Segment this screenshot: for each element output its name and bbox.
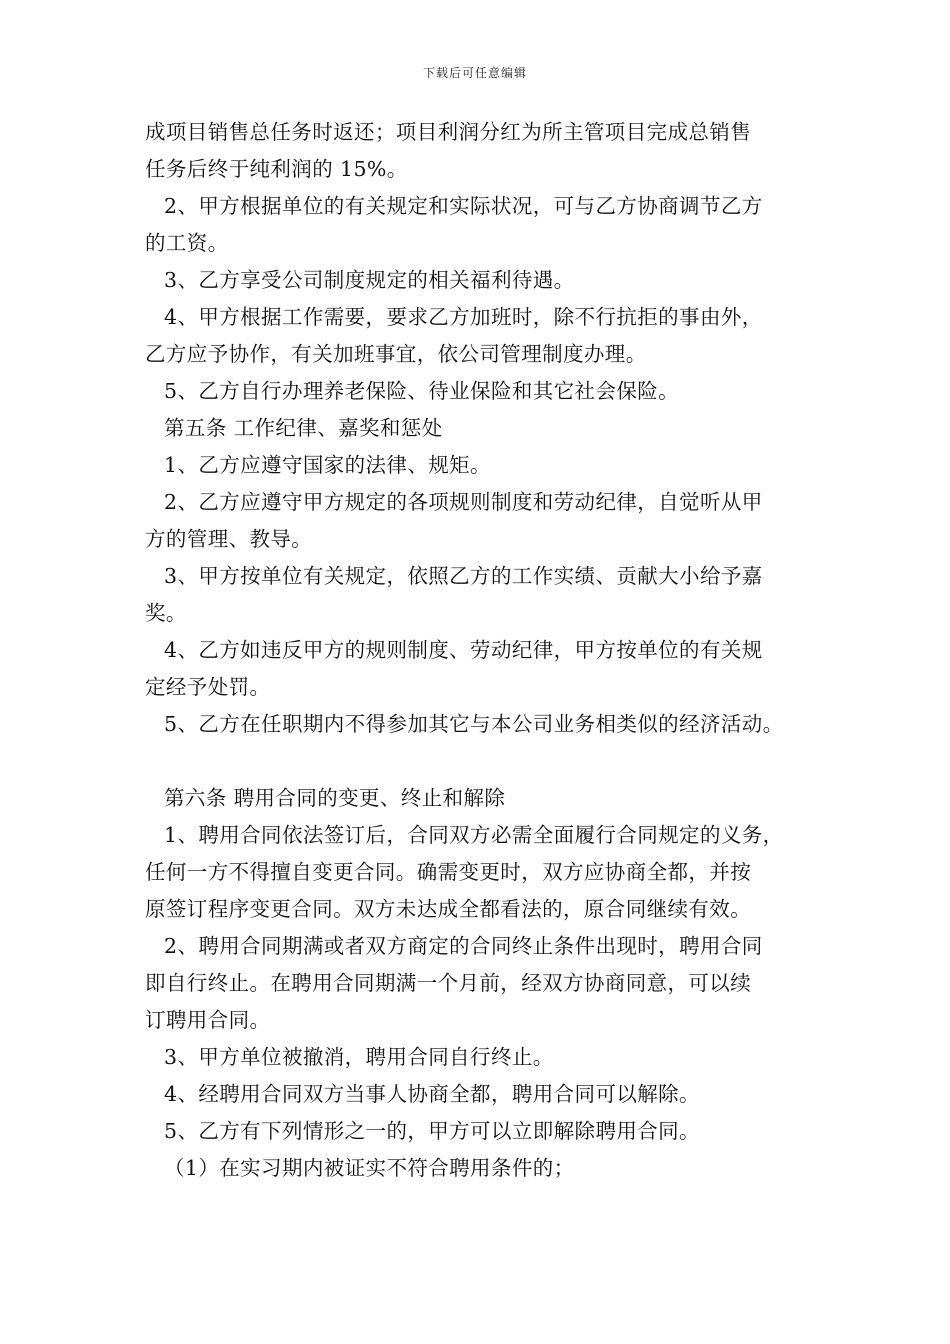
paragraph-line: 即自行终止。在聘用合同期满一个月前，经双方协商同意，可以续 [145, 971, 752, 995]
paragraph-line: 定经予处罚。 [145, 675, 271, 699]
paragraph-line: 乙方应予协作，有关加班事宜，依公司管理制度办理。 [145, 342, 647, 366]
paragraph-line: 5、乙方有下列情形之一的，甲方可以立即解除聘用合同。 [164, 1119, 700, 1143]
paragraph-line: 5、乙方自行办理养老保险、待业保险和其它社会保险。 [164, 379, 680, 403]
document-body [145, 114, 820, 1187]
paragraph-line: 任何一方不得擅自变更合同。确需变更时，双方应协商全都，并按 [145, 860, 752, 884]
paragraph-line: 4、乙方如违反甲方的规则制度、劳动纪律，甲方按单位的有关规 [164, 638, 763, 662]
page-header: 下载后可任意编辑 [422, 66, 527, 80]
paragraph-line: 任务后终于纯利润的 15%。 [145, 157, 408, 181]
paragraph-line: 奖。 [145, 601, 187, 625]
paragraph-line: 的工资。 [145, 231, 229, 255]
paragraph-line: 方的管理、教导。 [145, 527, 313, 551]
paragraph-line: （1）在实习期内被证实不符合聘用条件的； [164, 1156, 575, 1180]
paragraph-line: 2、乙方应遵守甲方规定的各项规则制度和劳动纪律，自觉听从甲 [164, 490, 763, 514]
paragraph-line: 3、甲方按单位有关规定，依照乙方的工作实绩、贡献大小给予嘉 [164, 564, 763, 588]
paragraph-line: 3、甲方单位被撤消，聘用合同自行终止。 [164, 1045, 554, 1069]
paragraph-line: 订聘用合同。 [145, 1008, 271, 1032]
paragraph-gap [145, 743, 820, 780]
paragraph-line: 成项目销售总任务时返还；项目利润分红为所主管项目完成总销售 [145, 120, 752, 144]
paragraph-line: 2、聘用合同期满或者双方商定的合同终止条件出现时，聘用合同 [164, 934, 763, 958]
paragraph-line: 1、乙方应遵守国家的法律、规矩。 [164, 453, 491, 477]
paragraph-line: 2、甲方根据单位的有关规定和实际状况，可与乙方协商调节乙方 [164, 194, 763, 218]
paragraph-line: 4、经聘用合同双方当事人协商全都，聘用合同可以解除。 [164, 1082, 700, 1106]
paragraph-line: 5、乙方在任职期内不得参加其它与本公司业务相类似的经济活动。 [164, 712, 784, 736]
paragraph-line: 1、聘用合同依法签订后，合同双方必需全面履行合同规定的义务， [164, 823, 784, 847]
paragraph-line: 4、甲方根据工作需要，要求乙方加班时，除不行抗拒的事由外， [164, 305, 763, 329]
paragraph-line: 原签订程序变更合同。双方未达成全都看法的，原合同继续有效。 [145, 897, 752, 921]
paragraph-line: 3、乙方享受公司制度规定的相关福利待遇。 [164, 268, 575, 292]
section-heading: 第五条 工作纪律、嘉奖和惩处 [164, 416, 443, 440]
section-heading: 第六条 聘用合同的变更、终止和解除 [164, 786, 506, 810]
